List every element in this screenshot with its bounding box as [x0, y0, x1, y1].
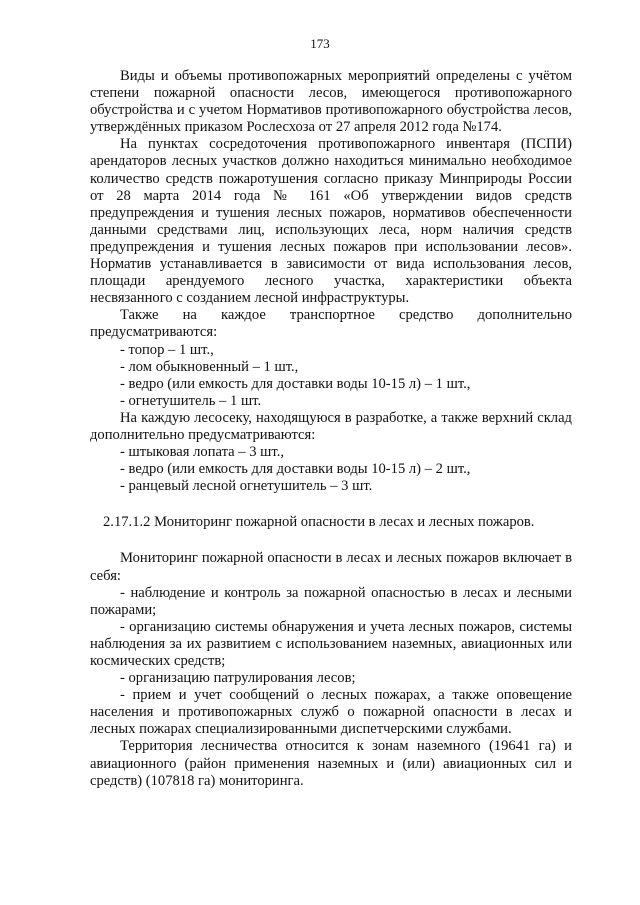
paragraph-territory: Территория лесничества относится к зонам наземного (19641 га) и авиационного (район применения наземных и (или) авиационных сил и средств) (107818 га) мониторинга. — [90, 738, 572, 789]
list-item: - лом обыкновенный – 1 шт., — [120, 358, 299, 375]
list-item: - топор – 1 шт., — [120, 341, 214, 358]
paragraph-vehicle-equipment: Также на каждое транспортное средство дополнительно предусматриваются: — [90, 307, 572, 341]
list-item: - наблюдение и контроль за пожарной опасностью в лесах и лесными пожарами; — [90, 584, 572, 618]
document-body — [90, 68, 572, 790]
page-number: 173 — [310, 36, 330, 51]
list-item: - прием и учет сообщений о лесных пожарах, а также оповещение населения и противопожарных служб о пожарной опасности в лесах и лесных пожарах специализированными диспетчерскими службами. — [90, 687, 572, 738]
paragraph-pspi: На пунктах сосредоточения противопожарного инвентаря (ПСПИ) арендаторов лесных участков должно находиться минимально необходимое количество средств пожаротушения согласно приказу Минприроды России от 28 марта 2014 года № 161 «Об утверждении видов средств предупреждения и тушения лесных пожаров, нормативов обеспеченности данными средствами лиц, использующих леса, норм наличия средств предупреждения и тушения лесных пожаров при использовании лесов». Норматив устанавливается в зависимости от вида использования лесов, площади арендуемого лесного участка, характеристики объекта несвязанного с созданием лесной инфраструктуры. — [90, 136, 572, 307]
list-item: - организацию системы обнаружения и учета лесных пожаров, системы наблюдения за их развитием с использованием наземных, авиационных или космических средств; — [90, 618, 572, 669]
list-item: - ведро (или емкость для доставки воды 10-15 л) – 1 шт., — [120, 375, 471, 392]
list-item: - ведро (или емкость для доставки воды 10-15 л) – 2 шт., — [120, 461, 471, 478]
list-item: - огнетушитель – 1 шт. — [120, 392, 262, 409]
list-item: - штыковая лопата – 3 шт., — [120, 444, 284, 461]
list-item: - ранцевый лесной огнетушитель – 3 шт. — [120, 478, 373, 495]
section-heading: 2.17.1.2 Мониторинг пожарной опасности в лесах и лесных пожаров. — [103, 514, 535, 531]
list-item: - организацию патрулирования лесов; — [120, 670, 356, 687]
paragraph-fire-measures: Виды и объемы противопожарных мероприятий определены с учётом степени пожарной опасности лесов, имеющегося противопожарного обустройства и с учетом Нормативов противопожарного обустройства лесов, утверждённых приказом Рослесхоза от 27 апреля 2012 года №174. — [90, 68, 572, 136]
paragraph-cutting-area: На каждую лесосеку, находящуюся в разработке, а также верхний склад дополнительно предусматриваются: — [90, 409, 572, 443]
paragraph-monitoring: Мониторинг пожарной опасности в лесах и лесных пожаров включает в себя: — [90, 550, 572, 584]
